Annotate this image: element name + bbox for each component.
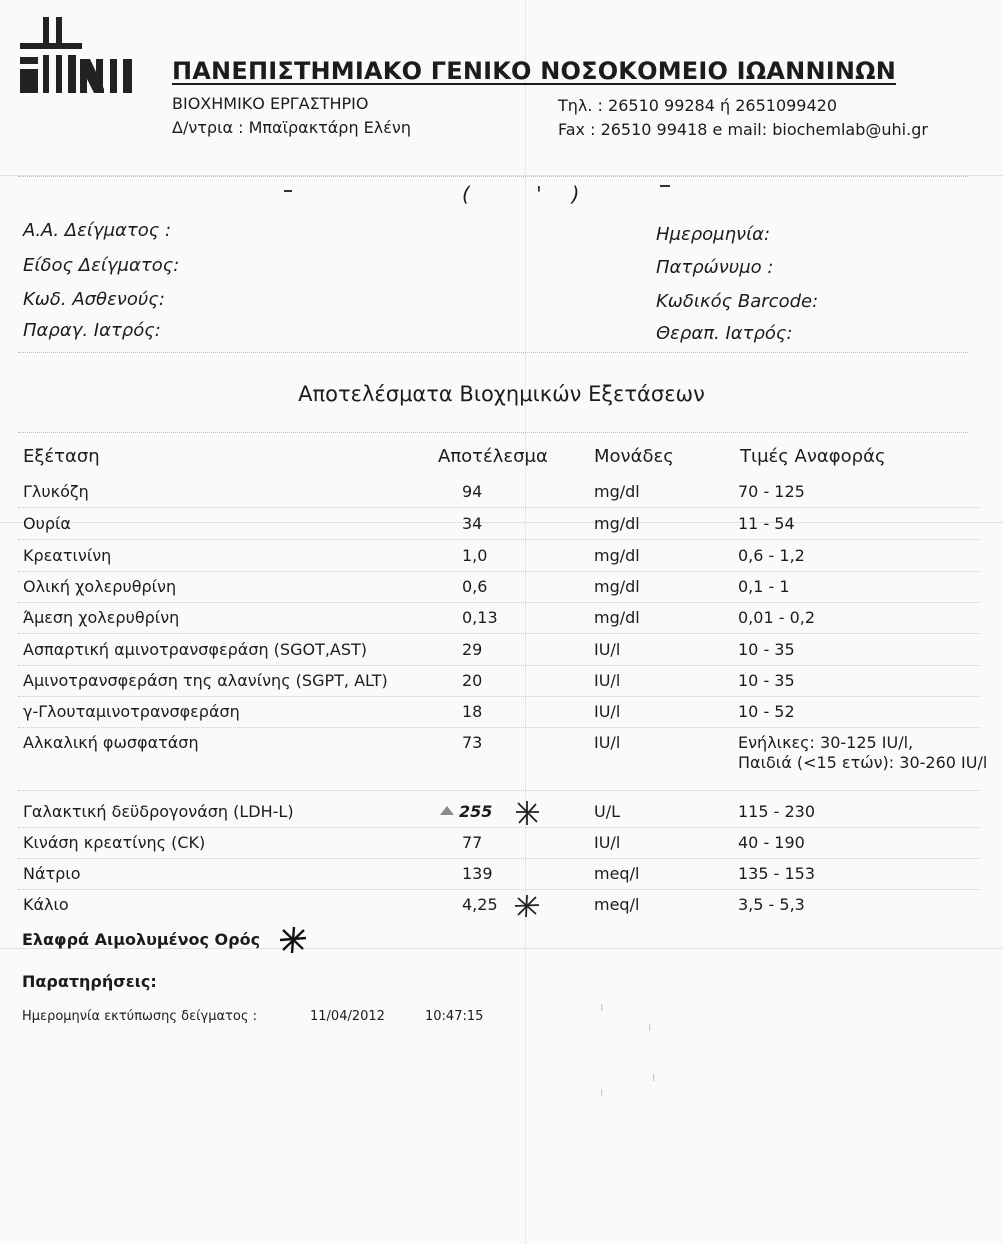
test-units: IU/l [594,671,621,690]
hospital-name: ΠΑΝΕΠΙΣΤΗΜΙΑΚΟ ΓΕΝΙΚΟ ΝΟΣΟΚΟΜΕΙΟ ΙΩΑΝΝΙΝΩΝ [172,57,897,85]
sample-number-label: Α.Α. Δείγματος : [23,220,172,241]
patient-name-fragment: ( ') [462,182,610,206]
test-reference: 0,1 - 1 [738,577,790,596]
print-time: 10:47:15 [425,1009,484,1024]
remarks-label: Παρατηρήσεις: [22,972,157,991]
fax-email: Fax : 26510 99418 e mail: biochemlab@uhi.gr [558,120,928,139]
treating-doctor-label: Θεραπ. Ιατρός: [656,323,793,344]
column-header-units: Μονάδες [594,446,674,467]
redaction-dash-right [660,185,670,187]
test-result: 20 [462,671,483,690]
test-name: Κάλιο [23,895,69,914]
test-name: Γαλακτική δεϋδρογονάση (LDH-L) [23,802,294,821]
print-date-label: Ημερομηνία εκτύπωσης δείγματος : [22,1009,257,1024]
test-name: Ολική χολερυθρίνη [23,577,177,596]
test-name: Κινάση κρεατίνης (CK) [23,833,206,852]
test-units: IU/l [594,733,621,752]
print-date: 11/04/2012 [310,1009,385,1024]
test-result: 29 [462,640,483,659]
department-name: ΒΙΟΧΗΜΙΚΟ ΕΡΓΑΣΤΗΡΙΟ [172,94,369,113]
test-result: 0,13 [462,608,498,627]
test-units: U/L [594,802,621,821]
test-name: Γλυκόζη [23,482,89,501]
test-units: meq/l [594,895,640,914]
test-reference: 11 - 54 [738,514,795,533]
test-reference: 0,01 - 0,2 [738,608,816,627]
patient-code-label: Κωδ. Ασθενούς: [23,289,165,310]
test-result: 4,25 [462,895,498,914]
test-name: Ουρία [23,514,71,533]
test-name: Αλκαλική φωσφατάση [23,733,199,752]
barcode-label: Κωδικός Barcode: [656,291,819,312]
test-result-high: 255 [459,802,493,821]
hospital-logo [20,17,138,97]
test-reference: 40 - 190 [738,833,805,852]
asterisk-handwritten-icon [278,925,308,955]
test-units: mg/dl [594,608,640,627]
date-label: Ημερομηνία: [656,224,771,245]
test-name: Κρεατινίνη [23,546,112,565]
referring-doctor-label: Παραγ. Ιατρός: [23,320,161,341]
column-header-test: Εξέταση [23,446,100,467]
asterisk-handwritten-icon [512,891,542,921]
phone-numbers: Τηλ. : 26510 99284 ή 2651099420 [558,96,838,115]
report-title: Αποτελέσματα Βιοχημικών Εξετάσεων [298,382,705,406]
test-reference: 10 - 35 [738,640,795,659]
test-result: 34 [462,514,483,533]
test-reference: Ενήλικες: 30-125 IU/l, [738,733,914,752]
test-name: Νάτριο [23,864,81,883]
test-name: γ-Γλουταμινοτρανσφεράση [23,702,240,721]
test-name: Άμεση χολερυθρίνη [23,608,180,627]
test-reference: 3,5 - 5,3 [738,895,805,914]
test-reference: 115 - 230 [738,802,816,821]
asterisk-handwritten-icon [512,798,542,828]
sample-type-label: Είδος Δείγματος: [23,255,180,276]
test-result: 1,0 [462,546,488,565]
test-reference: 0,6 - 1,2 [738,546,805,565]
redaction-dash-left [284,190,292,192]
test-units: mg/dl [594,577,640,596]
test-units: mg/dl [594,546,640,565]
test-reference: 70 - 125 [738,482,805,501]
test-result: 94 [462,482,483,501]
test-result: 73 [462,733,483,752]
column-header-reference: Τιμές Αναφοράς [740,446,886,467]
hemolysis-note: Ελαφρά Αιμολυμένος Ορός [22,930,261,949]
test-units: mg/dl [594,514,640,533]
test-reference: 10 - 35 [738,671,795,690]
high-flag-icon [440,802,457,821]
test-result: 18 [462,702,483,721]
test-units: mg/dl [594,482,640,501]
test-result: 0,6 [462,577,488,596]
test-name: Ασπαρτική αμινοτρανσφεράση (SGOT,AST) [23,640,368,659]
test-reference: 10 - 52 [738,702,795,721]
director-name: Δ/ντρια : Μπαϊρακτάρη Ελένη [172,118,411,137]
test-result: 139 [462,864,493,883]
test-name: Αμινοτρανσφεράση της αλανίνης (SGPT, ALT) [23,671,388,690]
test-result: 77 [462,833,483,852]
test-units: meq/l [594,864,640,883]
test-units: IU/l [594,833,621,852]
test-units: IU/l [594,640,621,659]
test-reference-children: Παιδιά (<15 ετών): 30-260 IU/l [738,753,988,772]
test-units: IU/l [594,702,621,721]
column-header-result: Αποτέλεσμα [438,446,548,467]
fathers-name-label: Πατρώνυμο : [656,257,774,278]
test-reference: 135 - 153 [738,864,816,883]
